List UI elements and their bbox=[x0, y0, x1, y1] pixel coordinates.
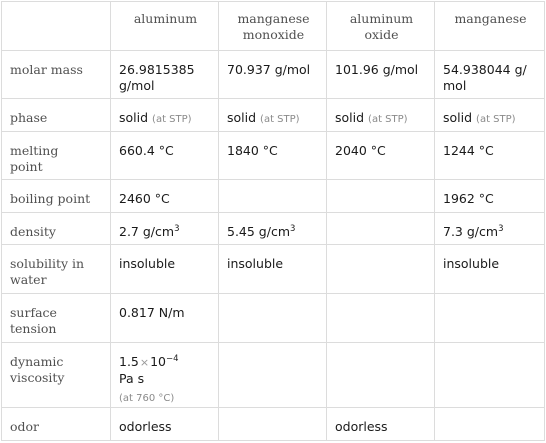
cell-text: odorless bbox=[119, 419, 172, 434]
cell-text: molar mass bbox=[10, 62, 83, 77]
table-cell bbox=[327, 343, 435, 408]
properties-table bbox=[1, 1, 545, 441]
cell-text: melting bbox=[10, 143, 59, 158]
column-header bbox=[219, 2, 327, 51]
table-cell bbox=[435, 213, 545, 245]
cell-text: insoluble bbox=[443, 256, 500, 271]
condition-note: (at STP) bbox=[152, 114, 192, 125]
table-cell bbox=[111, 408, 219, 441]
cell-text: aluminum bbox=[133, 11, 198, 26]
cell-text: point bbox=[10, 159, 43, 174]
table-cell bbox=[327, 99, 435, 132]
table-cell bbox=[435, 408, 545, 441]
table-cell bbox=[327, 408, 435, 441]
cell-text: insoluble bbox=[119, 256, 176, 271]
condition-note: (at 760 °C) bbox=[119, 393, 175, 404]
cell-text: mol bbox=[443, 78, 467, 93]
table-cell bbox=[111, 245, 219, 294]
cell-text: solid bbox=[227, 110, 257, 125]
table-row bbox=[2, 294, 545, 343]
cell-text: tension bbox=[10, 321, 57, 336]
table-cell bbox=[327, 132, 435, 180]
sci-base: 10 bbox=[150, 354, 167, 369]
table-cell bbox=[435, 294, 545, 343]
table-cell bbox=[435, 51, 545, 99]
table-cell bbox=[111, 99, 219, 132]
cell-text: solubility in bbox=[10, 256, 85, 271]
cell-text: 2460 °C bbox=[119, 191, 170, 206]
cell-text: 1244 °C bbox=[443, 143, 494, 158]
cell-text: 0.817 N/m bbox=[119, 305, 185, 320]
cell-text: phase bbox=[10, 110, 48, 125]
table-cell bbox=[327, 213, 435, 245]
table-row bbox=[2, 99, 545, 132]
condition-note: (at STP) bbox=[368, 114, 408, 125]
column-header bbox=[435, 2, 545, 51]
table-cell bbox=[435, 99, 545, 132]
row-label bbox=[2, 245, 111, 294]
table-cell bbox=[219, 343, 327, 408]
table-row bbox=[2, 180, 545, 213]
row-label bbox=[2, 99, 111, 132]
sci-mantissa: 1.5 bbox=[119, 354, 139, 369]
cell-text: 7.3 g/cm bbox=[443, 224, 499, 239]
cell-text: solid bbox=[443, 110, 473, 125]
table-cell bbox=[111, 51, 219, 99]
cell-text: oxide bbox=[364, 27, 399, 42]
table-cell bbox=[219, 99, 327, 132]
cell-text: dynamic bbox=[10, 354, 64, 369]
table-cell bbox=[327, 180, 435, 213]
table-cell bbox=[219, 408, 327, 441]
table-cell bbox=[111, 213, 219, 245]
table-row bbox=[2, 408, 545, 441]
superscript: 3 bbox=[174, 224, 180, 234]
cell-text: solid bbox=[335, 110, 365, 125]
table-row bbox=[2, 132, 545, 180]
cell-text: water bbox=[10, 272, 47, 287]
sci-unit: Pa s bbox=[119, 371, 145, 386]
cell-text: 2.7 g/cm bbox=[119, 224, 175, 239]
cell-text: density bbox=[10, 224, 56, 239]
table-cell bbox=[435, 245, 545, 294]
row-label bbox=[2, 343, 111, 408]
superscript: 3 bbox=[498, 224, 504, 234]
table-row bbox=[2, 245, 545, 294]
table-cell bbox=[219, 245, 327, 294]
table-cell bbox=[219, 51, 327, 99]
cell-text: 101.96 g/mol bbox=[335, 62, 419, 77]
cell-text: insoluble bbox=[227, 256, 284, 271]
times-sign: × bbox=[139, 356, 150, 369]
table-cell bbox=[219, 180, 327, 213]
cell-text: 1840 °C bbox=[227, 143, 278, 158]
table-cell bbox=[219, 294, 327, 343]
row-label bbox=[2, 132, 111, 180]
sci-exponent: −4 bbox=[166, 354, 179, 364]
table-cell bbox=[111, 343, 219, 408]
condition-note: (at STP) bbox=[476, 114, 516, 125]
header-row bbox=[2, 2, 545, 51]
table-row bbox=[2, 343, 545, 408]
cell-text: viscosity bbox=[10, 370, 65, 385]
superscript: 3 bbox=[290, 224, 296, 234]
cell-text: odorless bbox=[335, 419, 388, 434]
cell-text: monoxide bbox=[242, 27, 305, 42]
column-header bbox=[327, 2, 435, 51]
cell-text: 54.938044 g/ bbox=[443, 62, 527, 77]
row-label bbox=[2, 408, 111, 441]
table-cell bbox=[435, 132, 545, 180]
cell-text: 660.4 °C bbox=[119, 143, 174, 158]
cell-text: manganese bbox=[237, 11, 310, 26]
table-row bbox=[2, 213, 545, 245]
row-label bbox=[2, 51, 111, 99]
cell-text: odor bbox=[10, 419, 40, 434]
cell-text: 70.937 g/mol bbox=[227, 62, 311, 77]
cell-text: solid bbox=[119, 110, 149, 125]
column-header bbox=[111, 2, 219, 51]
cell-text: surface bbox=[10, 305, 57, 320]
table-cell bbox=[327, 245, 435, 294]
table-cell bbox=[111, 180, 219, 213]
table-cell bbox=[327, 51, 435, 99]
corner-cell bbox=[2, 2, 111, 51]
cell-text: 26.9815385 bbox=[119, 62, 195, 77]
table-cell bbox=[435, 343, 545, 408]
cell-text: 1962 °C bbox=[443, 191, 494, 206]
row-label bbox=[2, 180, 111, 213]
row-label bbox=[2, 213, 111, 245]
cell-text: 2040 °C bbox=[335, 143, 386, 158]
cell-text: g/mol bbox=[119, 78, 155, 93]
condition-note: (at STP) bbox=[260, 114, 300, 125]
cell-text: manganese bbox=[454, 11, 527, 26]
row-label bbox=[2, 294, 111, 343]
table-cell bbox=[219, 132, 327, 180]
table-cell bbox=[111, 294, 219, 343]
cell-text: boiling point bbox=[10, 191, 91, 206]
table-cell bbox=[435, 180, 545, 213]
cell-text: 5.45 g/cm bbox=[227, 224, 291, 239]
table-cell bbox=[111, 132, 219, 180]
table-cell bbox=[219, 213, 327, 245]
cell-text: aluminum bbox=[349, 11, 414, 26]
table-cell bbox=[327, 294, 435, 343]
table-row bbox=[2, 51, 545, 99]
